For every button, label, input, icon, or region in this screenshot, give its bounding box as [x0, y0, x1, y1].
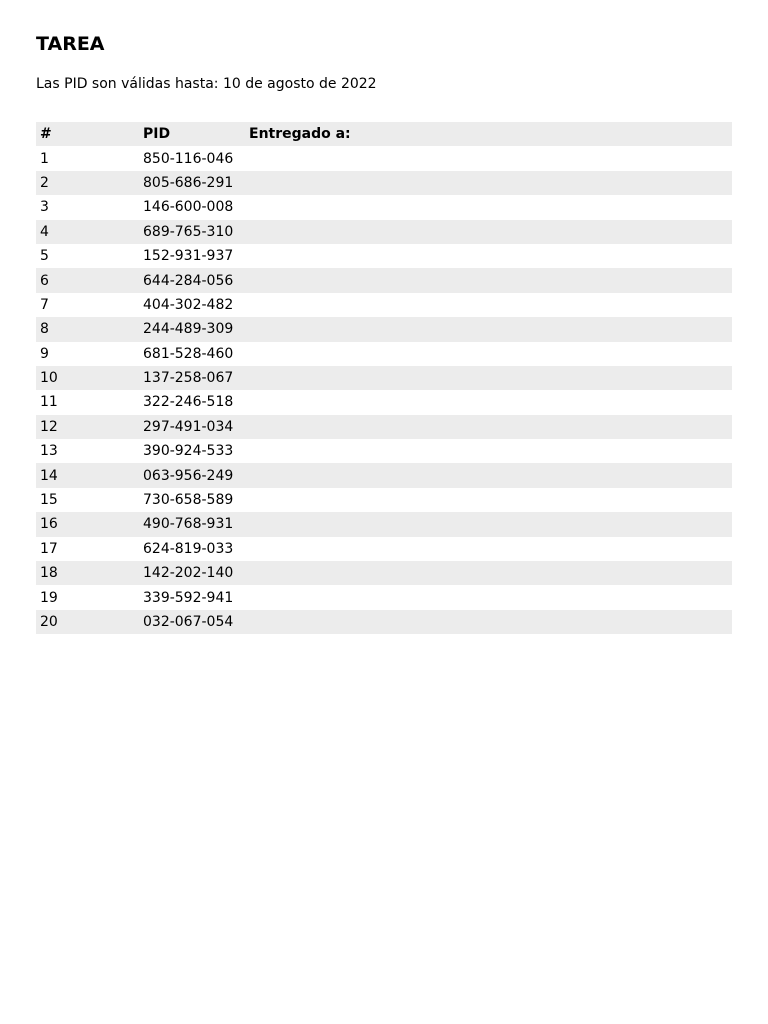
row-number: 3	[40, 199, 49, 216]
row-delivered-to	[245, 220, 732, 244]
row-delivered-to	[245, 366, 732, 390]
table-row	[36, 171, 732, 195]
row-pid: 142-202-140	[143, 565, 234, 582]
row-delivered-to	[245, 439, 732, 463]
header-delivered-to: Entregado a:	[249, 126, 351, 143]
row-number: 15	[40, 492, 58, 509]
row-delivered-to	[245, 293, 732, 317]
row-delivered-to	[245, 610, 732, 634]
row-number: 19	[40, 589, 58, 606]
row-pid: 032-067-054	[143, 614, 234, 630]
row-pid: 152-931-937	[143, 248, 234, 265]
row-number: 5	[40, 248, 49, 265]
row-number: 7	[40, 296, 49, 313]
table-row	[36, 488, 732, 512]
row-number: 16	[40, 516, 58, 533]
table-header-row	[36, 122, 732, 146]
row-number: 18	[40, 565, 58, 582]
table-row	[36, 244, 732, 268]
row-delivered-to	[245, 537, 732, 561]
row-delivered-to	[245, 415, 732, 439]
header-pid: PID	[143, 126, 171, 143]
row-pid: 850-116-046	[143, 150, 234, 167]
row-delivered-to	[245, 512, 732, 536]
row-delivered-to	[245, 195, 732, 219]
row-pid: 730-658-589	[143, 492, 234, 509]
row-pid: 681-528-460	[143, 345, 234, 362]
table-row	[36, 610, 732, 634]
row-number: 13	[40, 443, 58, 460]
row-delivered-to	[245, 244, 732, 268]
row-pid: 137-258-067	[143, 370, 234, 387]
row-delivered-to	[245, 317, 732, 341]
table-row	[36, 293, 732, 317]
table-row	[36, 317, 732, 341]
table-row	[36, 220, 732, 244]
page-title: TAREA	[36, 33, 105, 55]
row-pid: 339-592-941	[143, 589, 234, 606]
row-number: 14	[40, 467, 58, 484]
table-body	[36, 146, 732, 634]
validity-note: Las PID son válidas hasta: 10 de agosto de 2022	[36, 76, 377, 92]
table-row	[36, 415, 732, 439]
row-delivered-to	[245, 390, 732, 414]
row-delivered-to	[245, 342, 732, 366]
row-pid: 404-302-482	[143, 296, 234, 313]
row-pid: 244-489-309	[143, 321, 234, 338]
row-delivered-to	[245, 463, 732, 487]
header-number: #	[40, 126, 52, 143]
table-row	[36, 561, 732, 585]
row-pid: 297-491-034	[143, 418, 234, 435]
row-number: 10	[40, 370, 58, 387]
table-row	[36, 390, 732, 414]
row-delivered-to	[245, 146, 732, 170]
table-row	[36, 342, 732, 366]
row-number: 17	[40, 540, 58, 557]
row-delivered-to	[245, 488, 732, 512]
row-number: 6	[40, 272, 49, 289]
row-number: 8	[40, 321, 49, 338]
row-pid: 063-956-249	[143, 467, 234, 484]
table-row	[36, 195, 732, 219]
row-pid: 805-686-291	[143, 174, 234, 191]
row-pid: 689-765-310	[143, 223, 234, 240]
table-row	[36, 463, 732, 487]
table-row	[36, 585, 732, 609]
table-row	[36, 537, 732, 561]
row-pid: 322-246-518	[143, 394, 234, 411]
table-row	[36, 366, 732, 390]
table-row	[36, 268, 732, 292]
row-number: 20	[40, 614, 58, 630]
row-number: 9	[40, 345, 49, 362]
row-delivered-to	[245, 171, 732, 195]
row-delivered-to	[245, 561, 732, 585]
row-number: 12	[40, 418, 58, 435]
table-row	[36, 512, 732, 536]
table-row	[36, 146, 732, 170]
row-pid: 644-284-056	[143, 272, 234, 289]
row-pid: 146-600-008	[143, 199, 234, 216]
row-pid: 624-819-033	[143, 540, 234, 557]
pid-table	[36, 122, 732, 634]
row-pid: 490-768-931	[143, 516, 234, 533]
row-number: 1	[40, 150, 49, 167]
row-number: 2	[40, 174, 49, 191]
row-number: 11	[40, 394, 58, 411]
row-delivered-to	[245, 585, 732, 609]
row-delivered-to	[245, 268, 732, 292]
table-row	[36, 439, 732, 463]
row-pid: 390-924-533	[143, 443, 234, 460]
row-number: 4	[40, 223, 49, 240]
